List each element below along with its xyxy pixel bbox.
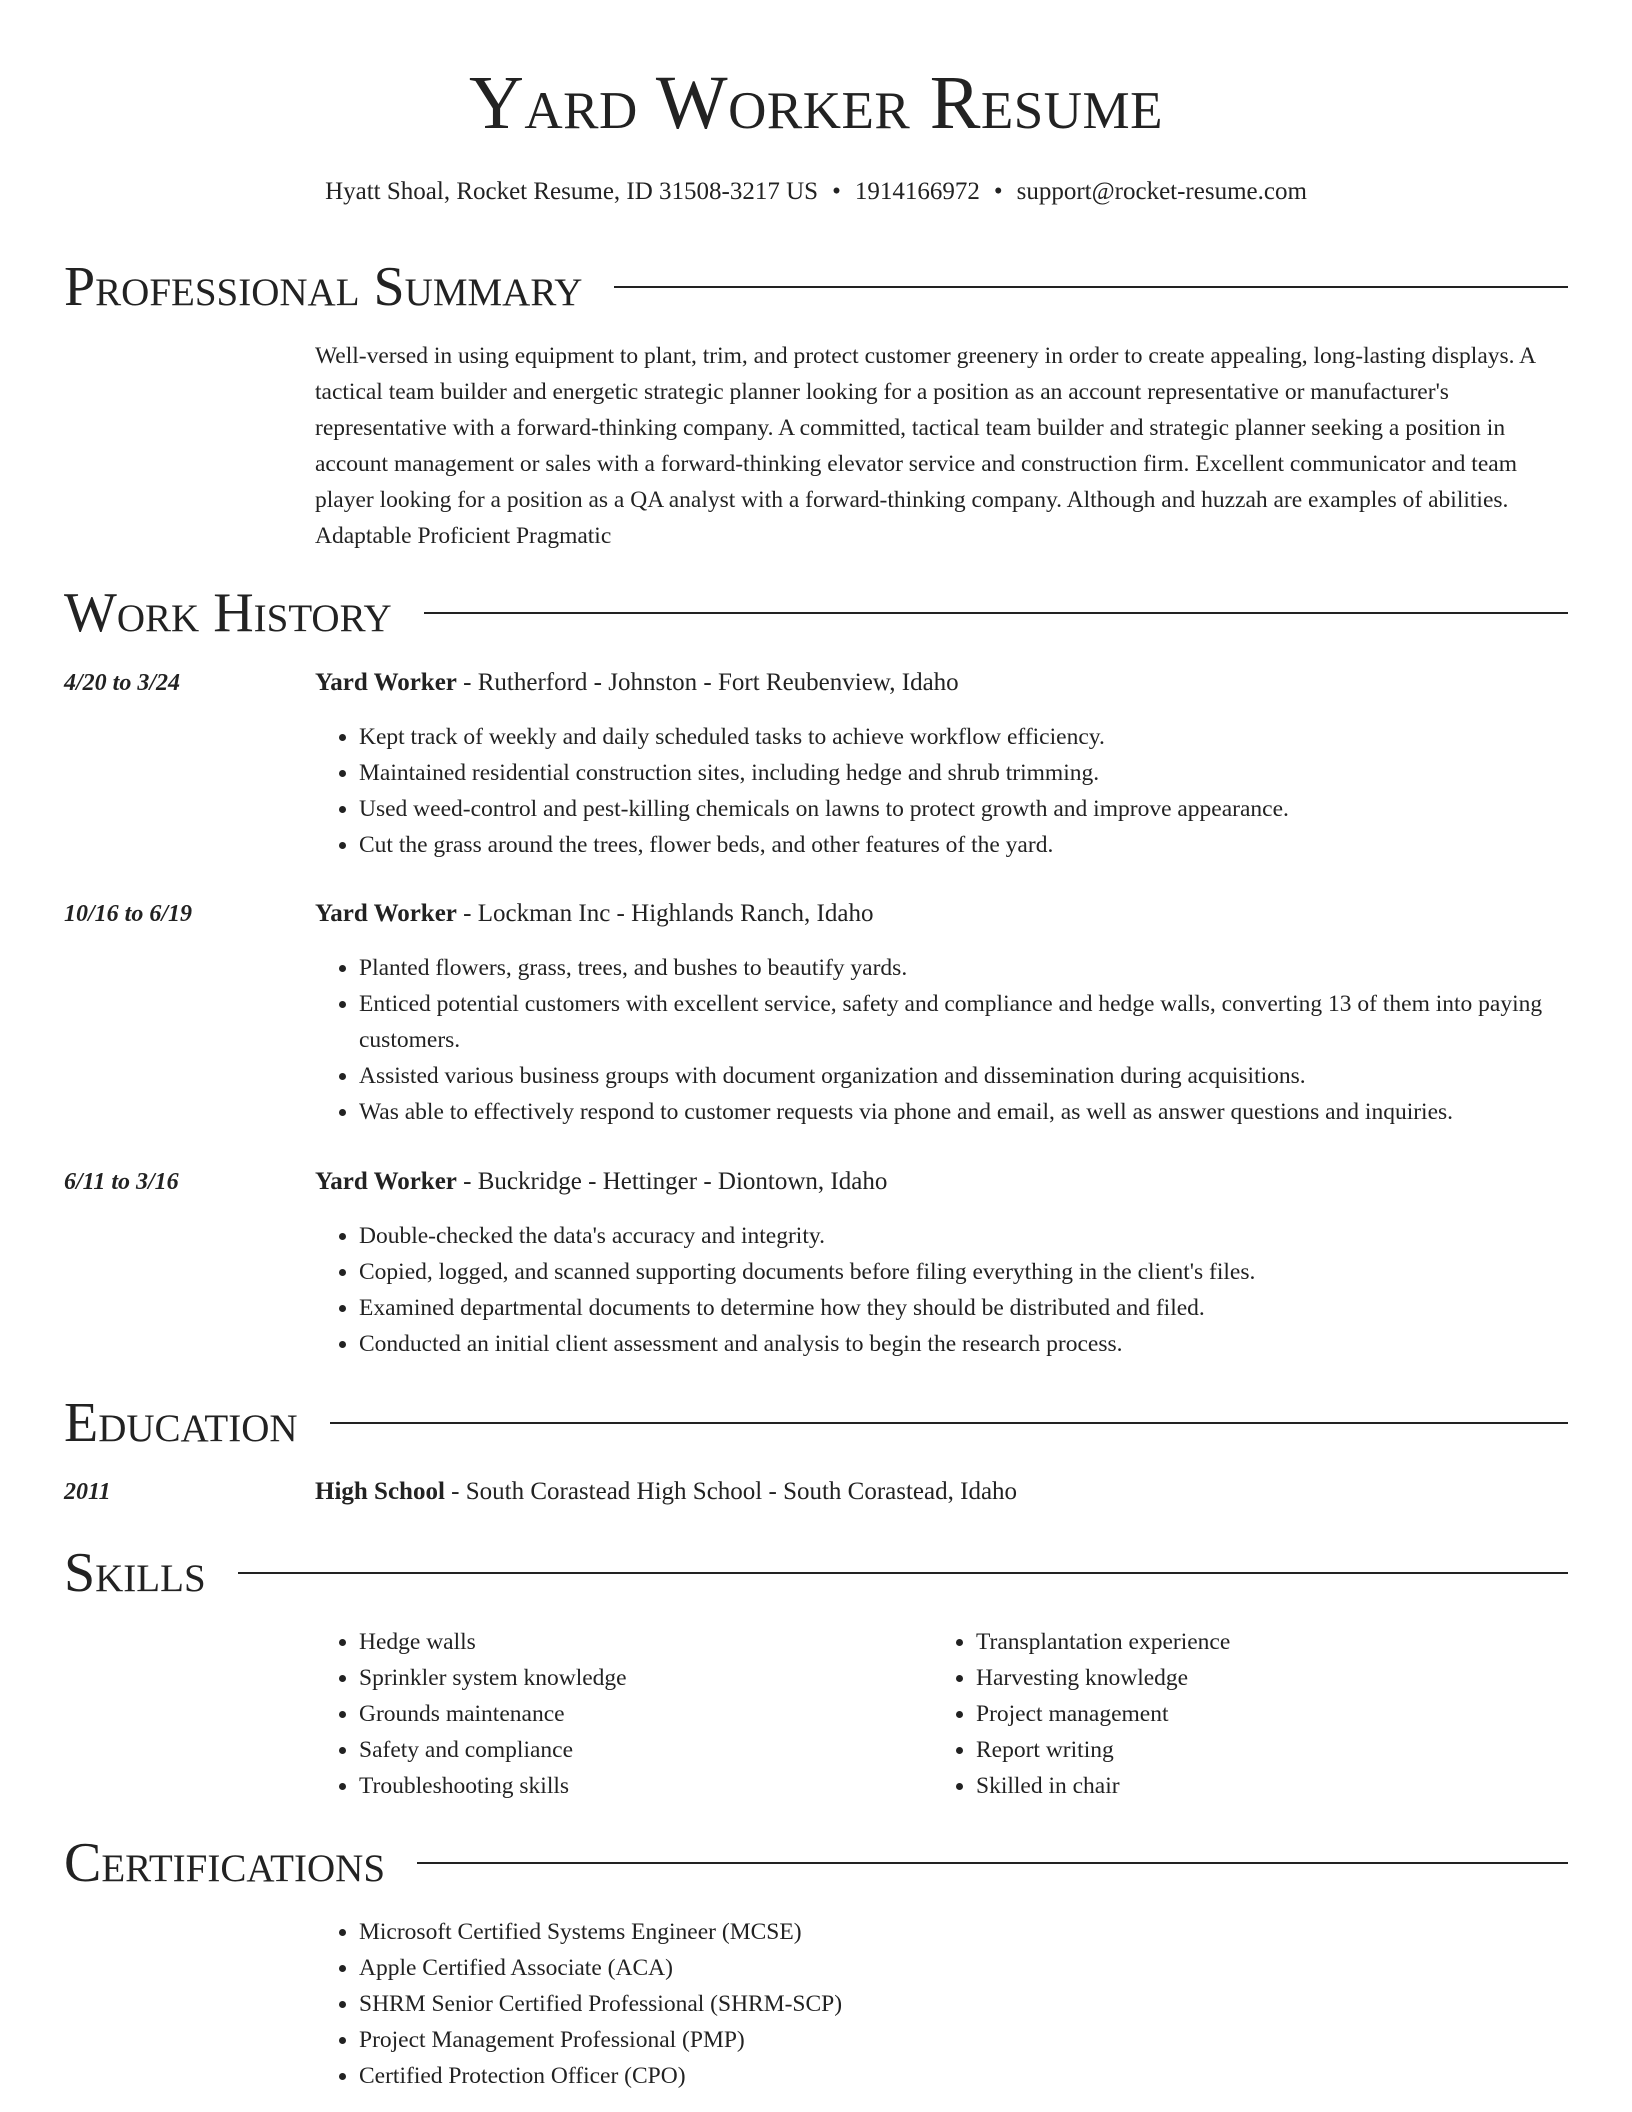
work-section-header — [64, 582, 1568, 644]
skill-item: • Harvesting knowledge — [976, 1660, 1566, 1696]
list-item: • Assisted various business groups with document organization and dissemination during acquisitions. — [359, 1058, 1568, 1094]
section-title: Certifications — [64, 1832, 386, 1894]
section-title: Education — [64, 1392, 298, 1454]
job-position: Yard Worker — [315, 669, 457, 696]
section-divider — [238, 1572, 1568, 1574]
contact-line — [64, 176, 1568, 208]
contact-address: Hyatt Shoal, Rocket Resume, ID 31508-3217 US — [325, 178, 819, 205]
certification-item: • Certified Protection Officer (CPO) — [359, 2058, 1568, 2094]
summary-section-header — [64, 256, 1568, 318]
skill-item: • Report writing — [976, 1732, 1566, 1768]
job-bullets — [315, 1218, 1568, 1362]
contact-separator: • — [993, 178, 1003, 205]
certification-item: • Project Management Professional (PMP) — [359, 2022, 1568, 2058]
list-item: • Examined departmental documents to determine how they should be distributed and filed. — [359, 1290, 1568, 1326]
skill-item: • Transplantation experience — [976, 1624, 1566, 1660]
job-details: - Buckridge - Hettinger - Diontown, Idaho — [456, 1168, 888, 1195]
job-heading — [315, 896, 1568, 932]
section-divider — [330, 1422, 1568, 1424]
skill-item: • Skilled in chair — [976, 1768, 1566, 1804]
list-item: • Conducted an initial client assessment and analysis to begin the research process. — [359, 1326, 1568, 1362]
list-item: • Cut the grass around the trees, flower beds, and other features of the yard. — [359, 827, 1568, 863]
section-divider — [417, 1862, 1568, 1864]
list-item: • Planted flowers, grass, trees, and bushes to beautify yards. — [359, 950, 1568, 986]
list-item: • Kept track of weekly and daily scheduled tasks to achieve workflow efficiency. — [359, 719, 1568, 755]
job-position: Yard Worker — [315, 1168, 457, 1195]
job-details: - Lockman Inc - Highlands Ranch, Idaho — [456, 900, 874, 927]
job-dates: 6/11 to 3/16 — [64, 1169, 179, 1195]
skills-section-header — [64, 1542, 1568, 1604]
section-divider — [424, 612, 1568, 614]
contact-separator: • — [832, 178, 841, 205]
job-bullets — [315, 950, 1568, 1130]
section-title: Professional Summary — [64, 256, 583, 318]
certification-item: • Microsoft Certified Systems Engineer (MCSE) — [359, 1914, 1568, 1950]
skills-list-left — [315, 1624, 929, 1804]
education-year: 2011 — [64, 1479, 111, 1505]
list-item: • Enticed potential customers with excellent service, safety and compliance and hedge walls, converting 13 of them into paying customers. — [359, 986, 1568, 1058]
certifications-section-header — [64, 1832, 1568, 1894]
certifications-list — [315, 1914, 1568, 2094]
education-section-header — [64, 1392, 1568, 1454]
education-heading — [315, 1474, 1568, 1510]
summary-text: Well-versed in using equipment to plant, trim, and protect customer greenery in order to create appealing, long-lasting displays. A tactical team builder and energetic strategic planner looking for a position as an account representative or manufacturer's representative with a forward-thinking company. A committed, tactical team builder and strategic planner seeking a position in account management or sales with a forward-thinking elevator service and construction firm. Excellent communicator and team player looking for a position as a QA analyst with a forward-thinking company. Although and huzzah are examples of abilities. Adaptable Proficient Pragmatic — [315, 343, 1535, 549]
skills-list-right — [932, 1624, 1566, 1804]
job-heading — [315, 665, 1568, 701]
certification-item: • SHRM Senior Certified Professional (SHRM-SCP) — [359, 1986, 1568, 2022]
contact-phone: 1914166972 — [854, 178, 980, 205]
list-item: • Was able to effectively respond to customer requests via phone and email, as well as answer questions and inquiries. — [359, 1094, 1568, 1130]
resume-title: Yard Worker Resume — [468, 61, 1164, 145]
job-heading — [315, 1164, 1568, 1200]
job-dates: 4/20 to 3/24 — [64, 670, 181, 696]
skill-item: • Safety and compliance — [359, 1732, 929, 1768]
list-item: • Copied, logged, and scanned supporting documents before filing everything in the client's files. — [359, 1254, 1568, 1290]
certification-item: • Apple Certified Associate (ACA) — [359, 1950, 1568, 1986]
job-position: Yard Worker — [315, 900, 457, 927]
list-item: • Maintained residential construction sites, including hedge and shrub trimming. — [359, 755, 1568, 791]
skill-item: • Sprinkler system knowledge — [359, 1660, 929, 1696]
job-dates: 10/16 to 6/19 — [64, 901, 193, 927]
job-details: - Rutherford - Johnston - Fort Reubenview, Idaho — [456, 669, 959, 696]
education-degree: High School — [315, 1478, 445, 1505]
skill-item: • Project management — [976, 1696, 1566, 1732]
section-title: Skills — [64, 1542, 206, 1604]
section-divider — [614, 286, 1568, 288]
list-item: • Double-checked the data's accuracy and integrity. — [359, 1218, 1568, 1254]
skill-item: • Hedge walls — [359, 1624, 929, 1660]
contact-email: support@rocket-resume.com — [1016, 178, 1307, 205]
job-bullets — [315, 719, 1568, 863]
education-details: - South Corastead High School - South Corastead, Idaho — [444, 1478, 1018, 1505]
skill-item: • Troubleshooting skills — [359, 1768, 929, 1804]
skill-item: • Grounds maintenance — [359, 1696, 929, 1732]
section-title: Work History — [64, 582, 392, 644]
list-item: • Used weed-control and pest-killing chemicals on lawns to protect growth and improve appearance. — [359, 791, 1568, 827]
